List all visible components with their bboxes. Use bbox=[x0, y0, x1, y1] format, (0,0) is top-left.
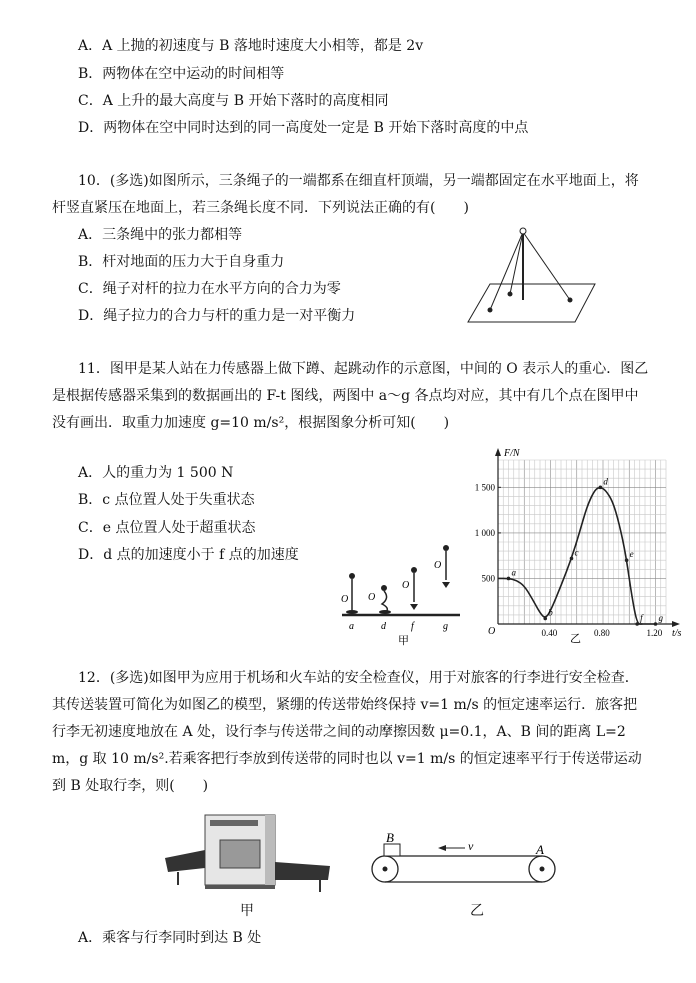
q11-option-d: D．d 点的加速度小于 f 点的加速度 bbox=[78, 547, 299, 563]
q9-option-d: D．两物体在空中同时达到的同一高度处一定是 B 开始下落时高度的中点 bbox=[78, 120, 529, 136]
point-label-b: b bbox=[548, 607, 553, 618]
q11-option-c: C．e 点位置人处于超重状态 bbox=[78, 520, 256, 536]
q12-fig-yi-caption: 乙 bbox=[470, 903, 484, 919]
y-tick-label: 1 500 bbox=[474, 482, 495, 493]
point-label-f: f bbox=[640, 613, 643, 623]
label-a: A bbox=[536, 842, 544, 857]
q11-stem: 11．图甲是某人站在力传感器上做下蹲、起跳动作的示意图，中间的 O 表示人的重心．图乙是根据传感器采集到的数据画出的 F-t 图线，两图中 a～g 各点均对应，其中有几个点在图甲中没有画出．取重力加速度 g=10 m/s²，根据图象分析可知( ) bbox=[52, 361, 649, 431]
point-a bbox=[507, 577, 511, 581]
q10-option-c: C．绳子对杆的拉力在水平方向的合力为零 bbox=[78, 281, 341, 297]
q11-option-a: A．人的重力为 1 500 N bbox=[78, 465, 234, 481]
f-t-chart bbox=[466, 442, 688, 648]
q11-fig-jia bbox=[338, 540, 468, 650]
x-tick-label: 1.20 bbox=[646, 628, 663, 638]
y-tick-label: 1 000 bbox=[474, 527, 495, 538]
point-b bbox=[543, 617, 547, 621]
point-e bbox=[625, 558, 629, 562]
point-g bbox=[654, 622, 658, 626]
q9-option-b: B．两物体在空中运动的时间相等 bbox=[78, 66, 285, 82]
label-b: B bbox=[386, 830, 394, 845]
fig-yi-caption: 乙 bbox=[570, 633, 581, 645]
point-label-d: d bbox=[603, 476, 608, 487]
luggage-box bbox=[384, 844, 400, 856]
point-label-a: a bbox=[349, 621, 354, 632]
point-label-a: a bbox=[511, 567, 516, 578]
x-axis-label: t/s bbox=[672, 628, 682, 639]
point-label-g: g bbox=[658, 613, 663, 623]
q12-stem: 12．(多选)如图甲为应用于机场和火车站的安全检查仪，用于对旅客的行李进行安全检查．其传送装置可简化为如图乙的模型，紧绷的传送带始终保持 v=1 m/s 的恒定速率运行．旅客把行李无初速度地放在 A 处，设行李与传送带之间的动摩擦因数 μ=0.1，A、B 间的距离 L=2 m，g 取 10 m/s².若乘客把行李放到传送带的同时也以 v=1 m/s 的恒定速率平行于传送带运动到 B 处取行李，则( ) bbox=[52, 670, 642, 794]
x-tick-label: 0.40 bbox=[541, 628, 558, 638]
q12-fig-jia-caption: 甲 bbox=[240, 903, 254, 919]
q10-stem: 10．(多选)如图所示，三条绳子的一端都系在细直杆顶端，另一端都固定在水平地面上，将杆竖直紧压在地面上，若三条绳长度不同．下列说法正确的有( ) bbox=[52, 173, 639, 216]
label-v: v bbox=[468, 839, 474, 853]
y-tick-label: 500 bbox=[481, 573, 495, 584]
point-label-c: c bbox=[574, 547, 579, 558]
point-c bbox=[570, 557, 574, 561]
o-label-1: O bbox=[341, 594, 349, 605]
q12-option-a: A．乘客与行李同时到达 B 处 bbox=[78, 930, 262, 946]
point-label-f: f bbox=[411, 621, 414, 632]
q9-option-a: A．A 上抛的初速度与 B 落地时速度大小相等，都是 2v bbox=[78, 38, 424, 54]
chart-grid bbox=[498, 460, 666, 624]
q10-pole-figure bbox=[460, 222, 610, 327]
q10-option-a: A．三条绳中的张力都相等 bbox=[78, 227, 243, 243]
o-label-2: O bbox=[368, 592, 376, 603]
point-f bbox=[635, 622, 639, 626]
point-d bbox=[599, 486, 603, 490]
point-label-g: g bbox=[443, 621, 448, 632]
q10-option-d: D．绳子拉力的合力与杆的重力是一对平衡力 bbox=[78, 308, 356, 324]
point-label-e: e bbox=[629, 549, 634, 560]
origin-label: O bbox=[488, 626, 496, 637]
q12-belt-figure bbox=[370, 830, 565, 890]
o-label-4: O bbox=[434, 560, 442, 571]
point-label-d: d bbox=[381, 621, 386, 632]
series-line bbox=[498, 488, 642, 624]
fig-jia-caption: 甲 bbox=[398, 635, 409, 647]
q11-option-b: B．c 点位置人处于失重状态 bbox=[78, 492, 255, 508]
o-label-3: O bbox=[402, 580, 410, 591]
x-tick-label: 0.80 bbox=[594, 628, 610, 638]
y-axis-label: F/N bbox=[504, 448, 520, 459]
q12-scanner-figure bbox=[160, 810, 335, 900]
q9-option-c: C．A 上升的最大高度与 B 开始下落时的高度相同 bbox=[78, 93, 389, 109]
q10-option-b: B．杆对地面的压力大于自身重力 bbox=[78, 254, 285, 270]
